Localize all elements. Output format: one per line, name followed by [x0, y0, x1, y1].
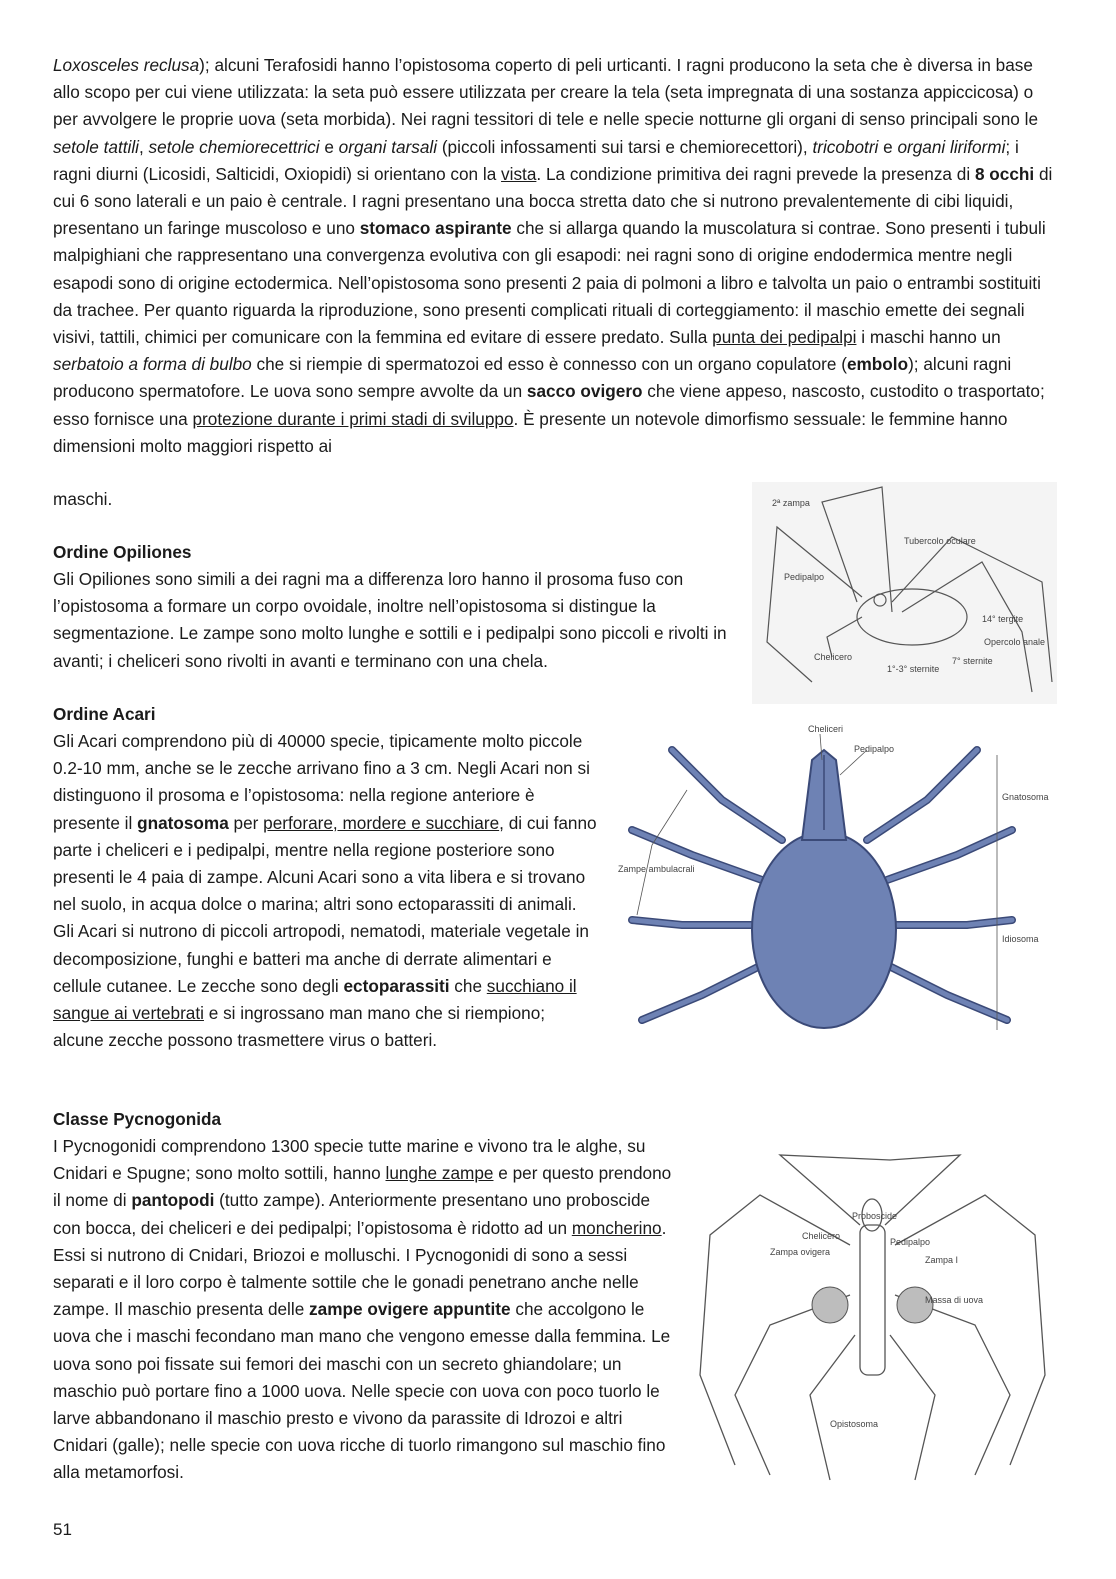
text-run: I Pycnogonidi comprendono 1300 specie tutte marine e vivono tra le alghe, su Cnidari e Spugne; sono molto sottili, hanno: [53, 1136, 646, 1184]
pointer-line: [637, 845, 652, 915]
bold-term: pantopodi: [131, 1190, 215, 1211]
bold-term: sacco ovigero: [526, 381, 643, 402]
egg-mass-left: [812, 1287, 848, 1323]
acari-paragraph: [53, 728, 598, 1054]
fig-label-opiliones: Chelicero: [814, 652, 853, 662]
egg-mass-right: [897, 1287, 933, 1323]
opiliones-paragraph: Gli Opiliones sono simili a dei ragni ma a differenza loro hanno il prosoma fuso con l’opistosoma a formare un corpo ovoidale, inoltre nell’opistosoma si distingue la segmentazione. Le zampe sono molto lunghe e sottili e i pedipalpi sono piccoli e rivolti in avanti; i cheliceri sono rivolti in avanti e terminano con una chela.: [53, 569, 727, 671]
text-run: che si riempie di spermatozoi ed esso è connesso con un organo copulatore (: [251, 354, 847, 375]
underlined-term: perforare, mordere e succhiare: [263, 812, 500, 833]
fig-label-pycnogonida: Massa di uova: [925, 1295, 984, 1305]
pycnogonid-figure: [690, 1145, 1057, 1485]
pycno-leg: [890, 1335, 935, 1480]
text-run: che viene appeso, nascosto, custodito o trasportato; esso fornisce una: [53, 381, 1045, 429]
fig-label-opiliones: 1°-3° sternite: [887, 664, 940, 674]
mite-figure: [612, 720, 1057, 1038]
bold-term: stomaco aspirante: [359, 218, 512, 239]
text-run: Gli Acari comprendono più di 40000 specie, tipicamente molto piccole 0.2-10 mm, anche se le zecche arrivano fino a 3 cm. Negli Acari non si distinguono il prosoma e l’opistosoma: nella regione anteriore è presente il: [53, 731, 590, 833]
text-run: . È presente un notevole dimorfismo sessuale: le femmine hanno dimensioni molto maggiori rispetto ai: [53, 408, 1008, 456]
pointer-line: [652, 790, 687, 845]
mite-leg-fill: [867, 750, 977, 840]
text-run: di cui 6 sono laterali e un paio è centrale. I ragni presentano una bocca stretta dato che si nutrono prevalentemente di cibi liquidi, presentano un faringe muscoloso e uno: [53, 163, 1053, 239]
mite-leg-fill: [887, 965, 1007, 1020]
pycno-body: [860, 1225, 885, 1375]
text-run: e per questo prendono il nome di: [53, 1163, 672, 1211]
underlined-term: succhiano il sangue ai vertebrati: [53, 975, 577, 1024]
text-run: che: [449, 975, 487, 996]
text-run: che si allarga quando la muscolatura si contrae. Sono presenti i tubuli malpighiani che rappresentano una convergenza evolutiva con gli esapodi: nei ragni sono di origine endodermica mentre negli esapodi sono di origine ectodermica. Nell’opistosoma sono presenti 2 paia di polmoni a libro e talvolta un paio o entrambi sostituiti da trachee. Per quanto riguarda la riproduzione, sono presenti complicati rituali di corteggiamento: il maschio emette dei segnali visivi, tattili, chimici per comunicare con la femmina ed evitare di essere predato. Sulla: [53, 218, 1046, 348]
pycno-leg: [810, 1335, 855, 1480]
text-run: i maschi hanno un: [856, 327, 1001, 348]
fig-label-pycnogonida: Chelicero: [802, 1231, 841, 1241]
heading-acari: Ordine Acari: [53, 704, 156, 724]
fig-label-pycnogonida: Opistosoma: [830, 1419, 879, 1429]
text-run: ,: [138, 136, 149, 157]
heading-pycnogonida: Classe Pycnogonida: [53, 1109, 222, 1129]
mite-leg-fill: [632, 920, 757, 925]
mite-leg-fill: [672, 750, 782, 840]
bold-term: embolo: [846, 354, 909, 375]
fig-label-acari: Gnatosoma: [1002, 792, 1049, 802]
mite-idiosoma: [752, 832, 896, 1028]
fig-label-acari: Idiosoma: [1002, 934, 1039, 944]
fig-label-pycnogonida: Proboscide: [852, 1211, 898, 1221]
text-run: (piccoli infossamenti sui tarsi e chemiorecettori),: [437, 136, 813, 157]
underlined-term: lunghe zampe: [385, 1163, 494, 1184]
intro-paragraph: [53, 52, 1053, 460]
species-name: Loxosceles reclusa: [53, 55, 200, 75]
text-run: ); alcuni Terafosidi hanno l’opistosoma coperto di peli urticanti. I ragni producono la seta che è diversa in base allo scopo per cui viene utilizzata: la seta può essere utilizzata per creare la tela (seta impregnata di una sostanza appiccicosa) o per avvolgere le proprie uova (seta morbida). Nei ragni tessitori di tele e nelle specie notturne gli organi di senso principali sono le: [53, 55, 1038, 130]
text-run: e si ingrossano man mano che si riempiono; alcune zecche possono trasmettere virus o batteri.: [53, 1003, 546, 1051]
term: setole chemiorecettrici: [148, 136, 320, 157]
fig-label-opiliones: 7° sternite: [952, 656, 993, 666]
fig-label-pycnogonida: Zampa ovigera: [770, 1247, 831, 1257]
term: tricobotri: [812, 136, 879, 157]
underlined-term: punta dei pedipalpi: [712, 327, 857, 348]
fig-label-opiliones: Pedipalpo: [784, 572, 825, 582]
text-run: , di cui fanno parte i cheliceri e i pedipalpi, mentre nella regione posteriore sono presenti le 4 paia di zampe. Alcuni Acari sono a vita libera e si trovano nel suolo, in acqua dolce o marina; altri sono ectoparassiti di animali. Gli Acari si nutrono di piccoli artropodi, nematodi, materiale vegetale in decomposizione, funghi e batteri ma anche di derrate alimentari e cellule cutanee. Le zecche sono degli: [53, 812, 597, 996]
fig-label-pycnogonida: Zampa I: [925, 1255, 959, 1265]
bold-term: ectoparassiti: [343, 975, 450, 996]
text-run: e: [319, 136, 339, 157]
bold-term: 8 occhi: [974, 163, 1035, 184]
term: organi liriformi: [897, 136, 1006, 157]
text-run: per: [228, 812, 264, 833]
mite-leg-fill: [892, 920, 1012, 925]
fig-label-opiliones: 2ª zampa: [772, 498, 810, 508]
text-run: e: [878, 136, 898, 157]
underlined-term: protezione durante i primi stadi di sviluppo: [192, 408, 514, 429]
pycnogonida-paragraph: [53, 1133, 681, 1487]
fig-label-opiliones: 14° tergite: [982, 614, 1024, 624]
fig-label-opiliones: Tubercolo oculare: [904, 536, 976, 546]
mite-leg-fill: [642, 965, 762, 1020]
pycno-leg: [895, 1195, 1045, 1465]
page-number: 51: [53, 1520, 72, 1539]
bold-term: gnatosoma: [137, 812, 229, 833]
fig-label-acari: Zampe ambulacrali: [618, 864, 695, 874]
text-run: (tutto zampe). Anteriormente presentano uno proboscide con bocca, dei cheliceri e dei pedipalpi; l’opistosoma è ridotto ad un: [53, 1190, 651, 1238]
heading-opiliones: Ordine Opiliones: [53, 542, 192, 562]
underlined-term: moncherino: [571, 1217, 662, 1238]
text-run: che accolgono le uova che i maschi fecondano man mano che vengono emesse dalla femmina. Le uova sono poi fissate sui femori dei maschi con un secreto ghiandolare; un maschio può portare fino a 1000 uova. Nelle specie con uova con poco tuorlo le larve abbandonano il maschio presto e vivono da parassite di Idrozoi e altri Cnidari (galle); nelle specie con uova ricche di tuorlo rimangono sul maschio fino alla metamorfosi.: [53, 1299, 671, 1483]
fig-label-opiliones: Opercolo anale: [984, 637, 1046, 647]
text-run: . La condizione primitiva dei ragni prevede la presenza di: [536, 163, 975, 184]
text-run: . Essi si nutrono di Cnidari, Briozoi e molluschi. I Pycnogonidi di sono a sessi separati e il loro corpo è talmente sottile che le gonadi penetrano anche nelle zampe. Il maschio presenta delle: [53, 1217, 667, 1320]
intro-last-line: maschi.: [53, 489, 113, 509]
text-run: ; i ragni diurni (Licosidi, Salticidi, Oxiopidi) si orientano con la: [53, 136, 1019, 184]
term: organi tarsali: [338, 136, 438, 157]
fig-label-acari: Pedipalpo: [854, 744, 895, 754]
text-run: ); alcuni ragni producono spermatofore. Le uova sono sempre avvolte da un: [53, 354, 1012, 402]
opilione-figure: [752, 482, 1057, 704]
underlined-term: vista: [501, 163, 537, 184]
term: setole tattili: [53, 136, 139, 157]
fig-label-acari: Cheliceri: [808, 724, 844, 734]
fig-label-pycnogonida: Pedipalpo: [890, 1237, 931, 1247]
bold-term: zampe ovigere appuntite: [309, 1299, 511, 1320]
term: serbatoio a forma di bulbo: [53, 354, 252, 375]
